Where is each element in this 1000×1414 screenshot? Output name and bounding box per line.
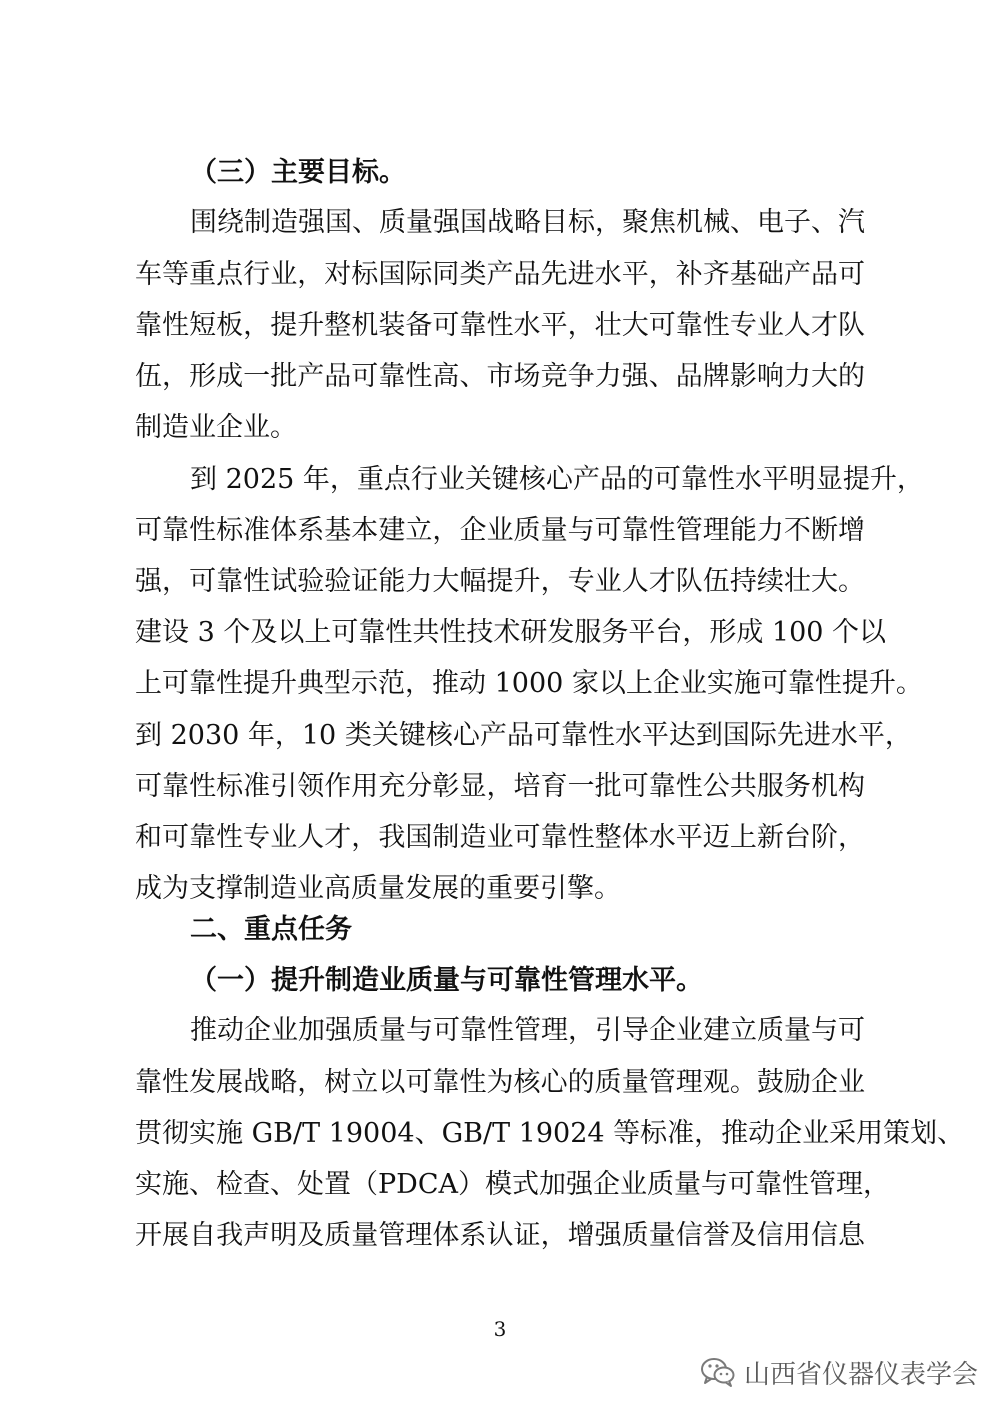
paragraph-line: 伍，形成一批产品可靠性高、市场竞争力强、品牌影响力大的 [135,361,865,392]
paragraph-line: 靠性发展战略，树立以可靠性为核心的质量管理观。鼓励企业 [135,1067,865,1098]
paragraph-line: 可靠性标准体系基本建立，企业质量与可靠性管理能力不断增 [135,515,865,546]
paragraph-line: 制造业企业。 [135,412,297,443]
paragraph-line: 建设 3 个及以上可靠性共性技术研发服务平台，形成 100 个以 [135,617,887,648]
paragraph-line: 靠性短板，提升整机装备可靠性水平，壮大可靠性专业人才队 [135,310,865,341]
section-heading-key-tasks: 二、重点任务 [190,914,352,945]
watermark-text: 山西省仪器仪表学会 [744,1359,979,1390]
section-heading-main-targets: （三）主要目标。 [190,157,406,188]
paragraph-line: 推动企业加强质量与可靠性管理，引导企业建立质量与可 [190,1015,865,1046]
paragraph-line: 围绕制造强国、质量强国战略目标，聚焦机械、电子、汽 [190,207,865,238]
wechat-icon [700,1356,736,1388]
paragraph-line: 上可靠性提升典型示范，推动 1000 家以上企业实施可靠性提升。 [135,668,923,699]
paragraph-line: 到 2030 年，10 类关键核心产品可靠性水平达到国际先进水平， [135,720,912,751]
paragraph-line: 和可靠性专业人才，我国制造业可靠性整体水平迈上新台阶， [135,822,865,853]
paragraph-line: 车等重点行业，对标国际同类产品先进水平，补齐基础产品可 [135,259,865,290]
paragraph-line: 成为支撑制造业高质量发展的重要引擎。 [135,873,621,904]
subsection-heading-management: （一）提升制造业质量与可靠性管理水平。 [190,965,703,996]
page-number: 3 [493,1317,507,1341]
paragraph-line: 到 2025 年，重点行业关键核心产品的可靠性水平明显提升， [190,464,924,495]
paragraph-line: 实施、检查、处置（PDCA）模式加强企业质量与可靠性管理， [135,1169,890,1200]
paragraph-line: 可靠性标准引领作用充分彰显，培育一批可靠性公共服务机构 [135,771,865,802]
paragraph-line: 贯彻实施 GB/T 19004、GB/T 19024 等标准，推动企业采用策划、 [135,1118,965,1149]
paragraph-line: 强，可靠性试验验证能力大幅提升，专业人才队伍持续壮大。 [135,566,865,597]
paragraph-line: 开展自我声明及质量管理体系认证，增强质量信誉及信用信息 [135,1220,865,1251]
wechat-watermark [700,1352,978,1392]
